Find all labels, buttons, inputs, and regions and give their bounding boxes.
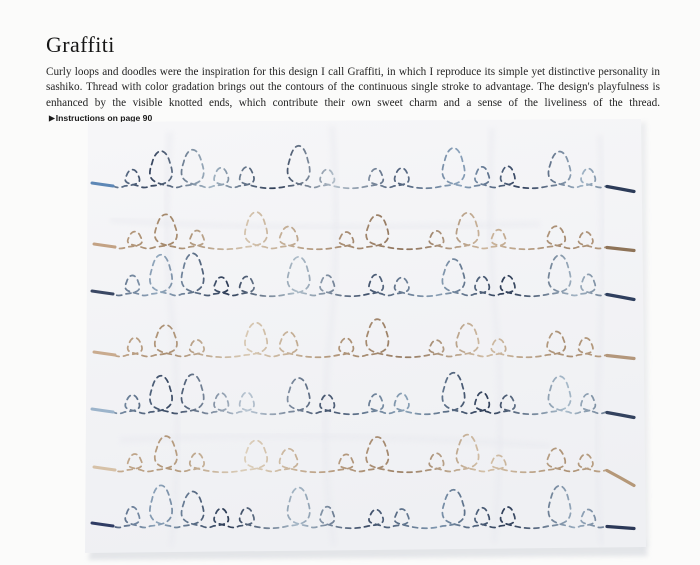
page-title: Graffiti (46, 32, 115, 57)
arrow-right-icon: ▶ (49, 113, 55, 123)
thread-end-right-row-7 (607, 527, 634, 529)
instructions-note-text: Instructions on page 90 (55, 113, 153, 124)
intro-text: Curly loops and doodles were the inspiration for this design I call Graffiti, in which I reproduce its simple yet distinctive personality in sashiko. Thread with color gradation brings out the contours of the continuous single stroke to advantage. The design's playfulness is enhanced by the visible knotted ends, which contribute their own sweet charm and a sense of the liveliness of the thread. (46, 66, 660, 109)
